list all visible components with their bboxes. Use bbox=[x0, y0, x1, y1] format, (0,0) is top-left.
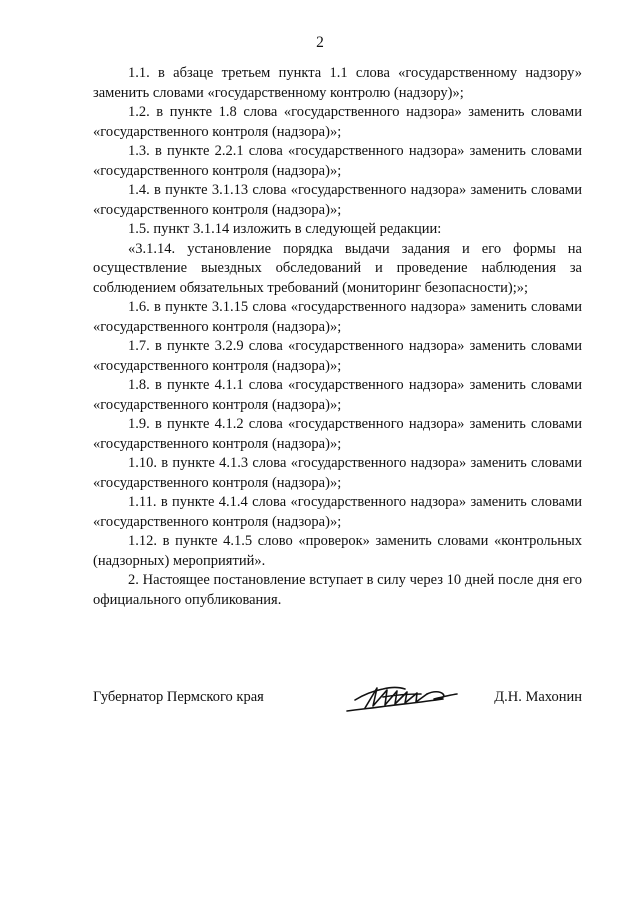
paragraph-1-7: 1.7. в пункте 3.2.9 слова «государственного надзора» заменить словами «государственного контроля (надзора)»; bbox=[93, 338, 582, 374]
signatory-name: Д.Н. Махонин bbox=[494, 689, 582, 705]
paragraph-2: 2. Настоящее постановление вступает в силу через 10 дней после дня его официального опубликования. bbox=[93, 572, 582, 608]
document-body bbox=[93, 64, 582, 610]
paragraph-1-3: 1.3. в пункте 2.2.1 слова «государственного надзора» заменить словами «государственного контроля (надзора)»; bbox=[93, 143, 582, 179]
paragraph-1-1: 1.1. в абзаце третьем пункта 1.1 слова «государственному надзору» заменить словами «государственному контролю (надзору)»; bbox=[93, 65, 582, 101]
signature-block bbox=[93, 678, 582, 718]
paragraph-1-8: 1.8. в пункте 4.1.1 слова «государственного надзора» заменить словами «государственного контроля (надзора)»; bbox=[93, 377, 582, 413]
paragraph-1-11: 1.11. в пункте 4.1.4 слова «государственного надзора» заменить словами «государственного контроля (надзора)»; bbox=[93, 494, 582, 530]
paragraph-1-10: 1.10. в пункте 4.1.3 слова «государственного надзора» заменить словами «государственного контроля (надзора)»; bbox=[93, 455, 582, 491]
paragraph-1-2: 1.2. в пункте 1.8 слова «государственного надзора» заменить словами «государственного контроля (надзора)»; bbox=[93, 104, 582, 140]
paragraph-quote-3-1-14: «3.1.14. установление порядка выдачи задания и его формы на осуществление выездных обследований и проведение наблюдения за соблюдением обязательных требований (мониторинг безопасности);»; bbox=[93, 240, 582, 296]
paragraph-1-4: 1.4. в пункте 3.1.13 слова «государственного надзора» заменить словами «государственного контроля (надзора)»; bbox=[93, 182, 582, 218]
signatory-position: Губернатор Пермского края bbox=[93, 689, 264, 705]
handwritten-signature bbox=[343, 678, 473, 718]
paragraph-1-5: 1.5. пункт 3.1.14 изложить в следующей редакции: bbox=[128, 221, 442, 237]
page-number: 2 bbox=[316, 34, 324, 51]
paragraph-1-12: 1.12. в пункте 4.1.5 слово «проверок» заменить словами «контрольных (надзорных) мероприятий». bbox=[93, 533, 582, 569]
paragraph-1-9: 1.9. в пункте 4.1.2 слова «государственного надзора» заменить словами «государственного контроля (надзора)»; bbox=[93, 416, 582, 452]
paragraph-1-6: 1.6. в пункте 3.1.15 слова «государственного надзора» заменить словами «государственного контроля (надзора)»; bbox=[93, 299, 582, 335]
